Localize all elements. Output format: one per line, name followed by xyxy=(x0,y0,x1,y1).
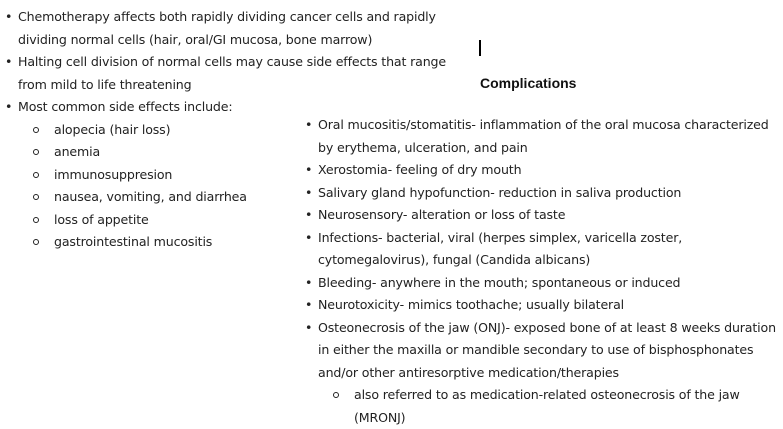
complication-oral-mucositis: • Oral mucositis/stomatitis- inflammation of the oral mucosa characterized by erythema, ulceration, and pain xyxy=(304,114,780,159)
onj-label: Osteonecrosis of the jaw (ONJ)- exposed bone of at least 8 weeks duration in either the maxilla or mandible secondary to use of bisphosphonates and/or other antiresorptive medication/therapies xyxy=(318,320,776,380)
complication-onj xyxy=(304,317,780,429)
text-cursor xyxy=(479,40,481,56)
complication-bleeding: • Bleeding- anywhere in the mouth; spontaneous or induced xyxy=(304,272,780,295)
complications-list xyxy=(304,114,780,429)
side-effect-loss-of-appetite: loss of appetite xyxy=(30,209,474,232)
complication-neurosensory: • Neurosensory- alteration or loss of taste xyxy=(304,204,780,227)
complications-heading: Complications xyxy=(480,75,576,91)
side-effect-anemia: anemia xyxy=(30,141,474,164)
onj-sublist xyxy=(318,384,780,429)
list-item-chemotherapy-effects: • Chemotherapy affects both rapidly dividing cancer cells and rapidly dividing normal cells (hair, oral/GI mucosa, bone marrow) xyxy=(4,6,474,51)
complication-infections: • Infections- bacterial, viral (herpes simplex, varicella zoster, cytomegalovirus), fungal (Candida albicans) xyxy=(304,227,780,272)
list-item-halting-cell-division: • Halting cell division of normal cells may cause side effects that range from mild to life threatening xyxy=(4,51,474,96)
side-effect-nausea: nausea, vomiting, and diarrhea xyxy=(30,186,474,209)
complication-xerostomia: • Xerostomia- feeling of dry mouth xyxy=(304,159,780,182)
onj-mronj-note: also referred to as medication-related osteonecrosis of the jaw (MRONJ) xyxy=(330,384,780,429)
side-effect-alopecia: alopecia (hair loss) xyxy=(30,119,474,142)
complication-neurotoxicity: • Neurotoxicity- mimics toothache; usually bilateral xyxy=(304,294,780,317)
complication-salivary-hypofunction: • Salivary gland hypofunction- reduction in saliva production xyxy=(304,182,780,205)
side-effect-gi-mucositis: gastrointestinal mucositis xyxy=(30,231,474,254)
common-side-effects-label: Most common side effects include: xyxy=(18,99,232,114)
side-effect-immunosuppression: immunosuppresion xyxy=(30,164,474,187)
